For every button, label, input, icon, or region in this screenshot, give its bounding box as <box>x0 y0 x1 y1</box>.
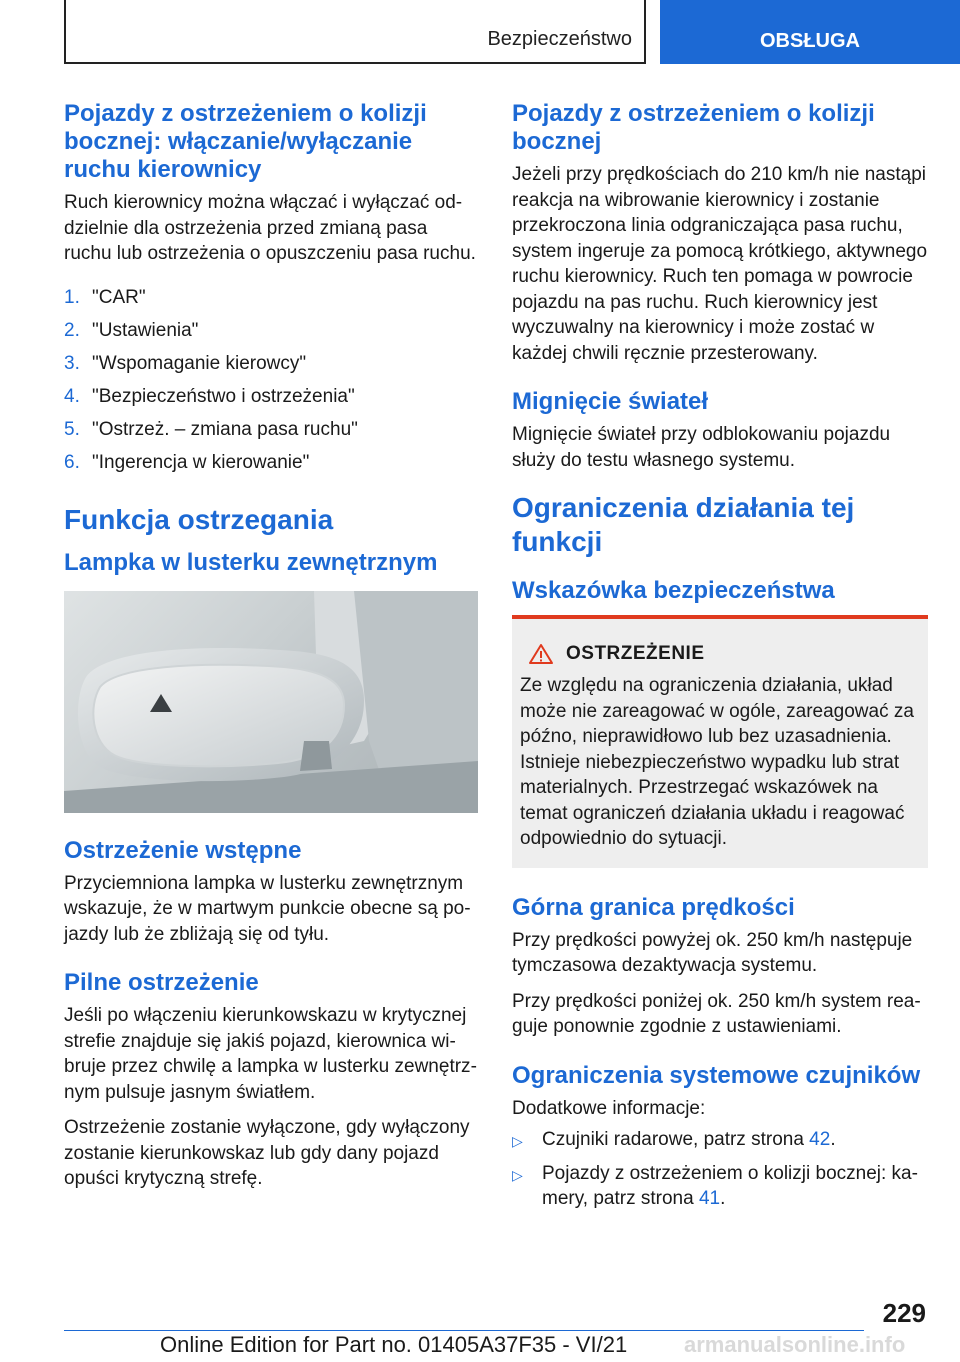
step-text: "Ostrzeż. – zmiana pasa ruchu" <box>92 418 358 440</box>
list-item <box>512 1161 928 1212</box>
heading-pre-warning: Ostrzeżenie wstępne <box>64 836 302 864</box>
header-chapter-tab[interactable]: OBSŁUGA <box>660 0 960 64</box>
heading-side-collision: Pojazdy z ostrzeżeniem o kolizji bocznej <box>512 100 875 155</box>
heading-steering-toggle: Pojazdy z ostrzeżeniem o kolizji bocznej: włączanie/wyłączanie ruchu kierownicy <box>64 100 427 183</box>
paragraph-steering-toggle: Ruch kierownicy można włączać i wyłączać oddzielnie dla ostrzeżenia przed zmianą pasa ruchu lub ostrzeżenia o opuszczeniu pasa ruchu. <box>64 192 476 264</box>
list-item <box>64 413 478 446</box>
list-item <box>64 281 478 314</box>
warning-title <box>528 643 920 665</box>
mirror-illustration <box>64 591 478 813</box>
list-item <box>64 347 478 380</box>
reference-end: . <box>720 1188 726 1209</box>
reference-list <box>512 1127 928 1212</box>
heading-light-flash: Mignięcie świateł <box>512 388 709 415</box>
heading-mirror-lamp: Lampka w lusterku zewnętrznym <box>64 548 438 576</box>
list-item <box>64 314 478 347</box>
reference-text <box>542 1127 836 1155</box>
list-triangle-icon: ▷ <box>512 1133 523 1149</box>
list-item <box>64 446 478 479</box>
step-number: 3. <box>64 352 80 374</box>
paragraph-speed-below: Przy prędkości poniżej ok. 250 km/h system reaguje ponownie zgodnie z ustawieniami. <box>512 990 921 1037</box>
step-number: 1. <box>64 286 80 308</box>
heading-safety-note: Wskazówka bezpieczeństwa <box>512 577 835 604</box>
paragraph-light-flash: Mignięcie świateł przy odblokowaniu pojazdu służy do testu własnego systemu. <box>512 424 891 471</box>
warning-text: Ze względu na ograniczenia działania, układ może nie zareagować w ogóle, zareagować za późno, nieprawidłowo lub bez uzasadnienia. Istnieje niebezpieczeństwo wypadku lub strat materialnych. Przestrzegać wskazówek na temat ograniczeń działania układu i reagować odpowiednio do sytuacji. <box>520 675 914 849</box>
heading-sensor-limits: Ograniczenia systemowe czujników <box>512 1061 921 1089</box>
paragraph-side-collision: Jeżeli przy prędkościach do 210 km/h nie nastąpi reakcja na wibrowanie kierownicy i zostanie przekroczona linia odgraniczająca pasa ruchu, system ingeruje za pomocą krótkiego, aktywnego ruchu kierownicy. Ruch ten pomaga w powrocie pojazdu na pas ruchu. Ruch kierownicy jest wyczuwalny na kierownicy i może zostać w każdej chwili ręcznie przesterowany. <box>512 164 928 364</box>
heading-warning-function: Funkcja ostrzegania <box>64 503 334 535</box>
header-box <box>64 0 646 64</box>
step-number: 5. <box>64 418 80 440</box>
right-column <box>512 100 928 1218</box>
list-triangle-icon: ▷ <box>512 1166 523 1183</box>
warning-label: OSTRZEŻENIE <box>566 643 705 664</box>
heading-urgent-warning: Pilne ostrzeżenie <box>64 969 259 996</box>
list-item <box>512 1127 928 1155</box>
warning-box <box>512 615 928 868</box>
footer-edition: Online Edition for Part no. 01405A37F35 - VI/21 <box>160 1332 628 1357</box>
reference-label: Pojazdy z ostrzeżeniem o kolizji bocznej: kamery, patrz strona <box>542 1162 918 1209</box>
page-link[interactable]: 41 <box>698 1188 721 1209</box>
step-number: 6. <box>64 451 80 473</box>
left-column <box>64 100 478 1202</box>
steps-list <box>64 281 478 479</box>
watermark: armanualsonline.info <box>684 1332 906 1357</box>
warning-triangle-icon <box>528 643 554 665</box>
step-number: 4. <box>64 385 80 407</box>
step-number: 2. <box>64 319 80 341</box>
page-number: 229 <box>882 1298 926 1328</box>
reference-end: . <box>830 1129 836 1150</box>
header-section-title: Bezpieczeństwo <box>487 28 632 50</box>
step-text: "Bezpieczeństwo i ostrzeżenia" <box>92 385 355 407</box>
heading-function-limits: Ograniczenia działania tej funkcji <box>512 492 855 557</box>
list-item <box>64 380 478 413</box>
step-text: "Ingerencja w kierowanie" <box>92 451 310 473</box>
reference-text <box>542 1161 928 1212</box>
paragraph-warning-off: Ostrzeżenie zostanie wyłączone, gdy wyłączony zostanie kierunkowskaz lub gdy dany pojazd opuści krytyczną strefę. <box>64 1117 470 1189</box>
reference-label: Czujniki radarowe, patrz strona <box>542 1129 810 1150</box>
side-mirror-image <box>64 591 478 813</box>
paragraph-pre-warning: Przyciemniona lampka w lusterku zewnętrznym wskazuje, że w martwym punkcie obecne są pojazdy lub że zbliżają się od tyłu. <box>64 872 471 945</box>
page-link[interactable]: 42 <box>809 1129 831 1150</box>
paragraph-speed-above: Przy prędkości powyżej ok. 250 km/h następuje tymczasowa dezaktywacja systemu. <box>512 929 913 976</box>
step-text: "Wspomaganie kierowcy" <box>92 352 307 374</box>
footer-divider <box>64 1330 864 1331</box>
paragraph-additional-info: Dodatkowe informacje: <box>512 1097 706 1119</box>
heading-speed-limit: Górna granica prędkości <box>512 893 795 921</box>
step-text: "CAR" <box>92 286 146 308</box>
paragraph-urgent-warning: Jeśli po włączeniu kierunkowskazu w krytycznej strefie znajduje się jakiś pojazd, kierownica wibruje przez chwilę a lampka w lusterku zewnętrznym pulsuje jasnym światłem. <box>64 1005 477 1103</box>
step-text: "Ustawienia" <box>92 319 199 341</box>
